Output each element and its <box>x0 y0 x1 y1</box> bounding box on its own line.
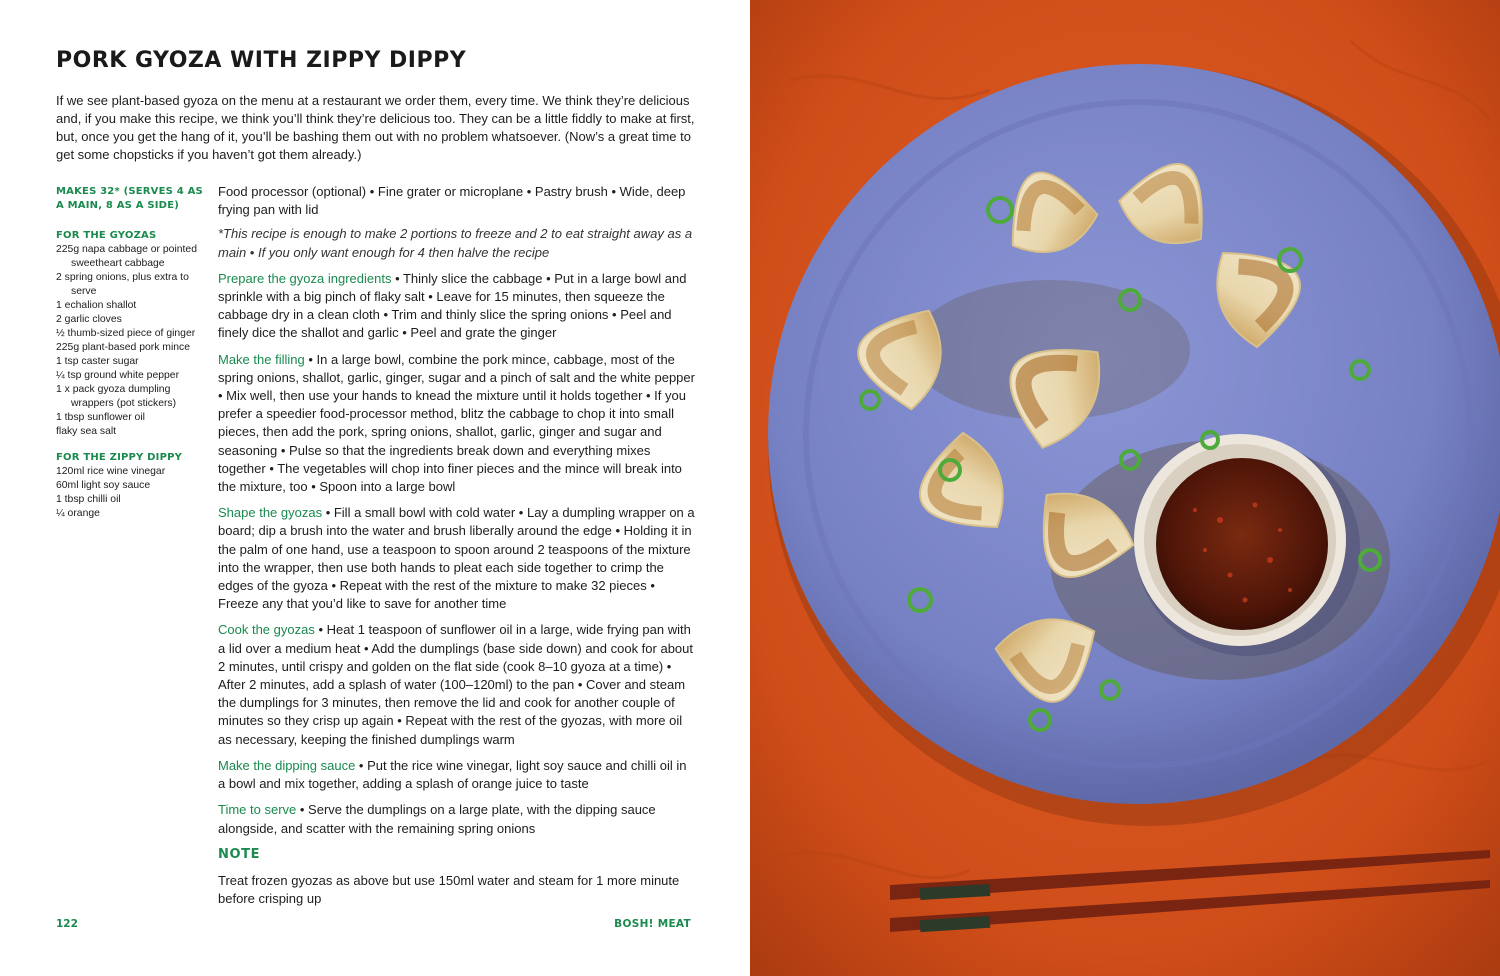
method-step <box>218 621 696 748</box>
step-heading: Cook the gyozas <box>218 622 315 638</box>
ingredient-item: 1 tsp caster sugar <box>56 356 139 367</box>
ingredient-item: 2 spring onions, plus extra to serve <box>56 272 189 297</box>
ingredient-group-heading: FOR THE ZIPPY DIPPY <box>56 452 183 463</box>
method-step <box>218 504 696 613</box>
method-step <box>218 757 696 793</box>
ingredient-item: 225g plant-based pork mince <box>56 342 191 353</box>
ingredient-item: ¼ orange <box>56 508 100 519</box>
food-photo <box>750 0 1500 976</box>
equipment-list: Food processor (optional) • Fine grater or microplane • Pastry brush • Wide, deep frying pan with lid <box>218 184 686 218</box>
note-text: Treat frozen gyozas as above but use 150ml water and steam for 1 more minute before crisping up <box>218 872 680 906</box>
footnote: *This recipe is enough to make 2 portions to freeze and 2 to eat straight away as a main • If you only want enough for 4 then halve the recipe <box>218 226 693 260</box>
step-text: • In a large bowl, combine the pork mince, cabbage, most of the spring onions, shallot, garlic, ginger, sugar and a pinch of salt and the white pepper • Mix well, then use your hands to knead the mixture until it holds together • If you prefer a speedier food-processor method, blitz the cabbage to chop it into small pieces, then add the pork, spring onions, shallot, garlic, ginger and sugar and seasoning • Pulse so that the ingredients break down and everything mixes together • The vegetables will chop into finer pieces and the mince will break into the mixture, too • Spoon into a large bowl <box>218 351 695 495</box>
recipe-title: PORK GYOZA WITH ZIPPY DIPPY <box>56 48 467 73</box>
gyoza-photo-illustration <box>750 0 1500 976</box>
step-text: • Heat 1 teaspoon of sunflower oil in a large, wide frying pan with a lid over a medium heat • Add the dumplings (base side down) and cook for about 2 minutes, until crispy and golden on the flat side (cook 8–10 gyoza at a time) • After 2 minutes, add a splash of water (100–120ml) to the pan • Cover and steam the dumplings for 3 minutes, then remove the lid and cook for another couple of minutes so they crisp up again • Repeat with the rest of the gyozas, with more oil as necessary, keeping the finished dumplings warm <box>218 622 694 747</box>
step-heading: Prepare the gyoza ingredients <box>218 270 392 286</box>
ingredient-item: 1 tbsp sunflower oil <box>56 412 145 423</box>
running-head: BOSH! MEAT <box>614 918 691 930</box>
ingredient-item: ¼ tsp ground white pepper <box>56 370 180 381</box>
ingredient-item: 1 echalion shallot <box>56 300 137 311</box>
method-column <box>218 183 696 916</box>
yield-label: MAKES 32* (SERVES 4 AS A MAIN, 8 AS A SIDE) <box>56 186 203 211</box>
ingredient-item: 225g napa cabbage or pointed sweetheart cabbage <box>56 244 197 269</box>
step-heading: Time to serve <box>218 802 297 818</box>
ingredient-item: ½ thumb-sized piece of ginger <box>56 328 196 339</box>
ingredient-item: 60ml light soy sauce <box>56 480 151 491</box>
step-heading: Make the dipping sauce <box>218 757 356 773</box>
step-text: • Fill a small bowl with cold water • Lay a dumpling wrapper on a board; dip a brush into the water and brush liberally around the edge • Holding it in the palm of one hand, use a teaspoon to spoon around 2 teaspoons of the mixture into the wrapper, then use both hands to pleat each side together to crimp the edges of the gyoza • Repeat with the rest of the mixture to make 32 pieces • Freeze any that you’d like to save for another time <box>218 505 695 612</box>
ingredient-item: 2 garlic cloves <box>56 314 122 325</box>
ingredient-item: 1 tbsp chilli oil <box>56 494 121 505</box>
step-heading: Shape the gyozas <box>218 505 323 521</box>
ingredient-item: 1 x pack gyoza dumpling wrappers (pot stickers) <box>56 384 177 409</box>
ingredients-sidebar <box>56 185 206 533</box>
step-text: • Serve the dumplings on a large plate, with the dipping sauce alongside, and scatter with the remaining spring onions <box>218 802 656 836</box>
ingredient-list-zippy-dippy <box>56 465 206 521</box>
recipe-intro: If we see plant-based gyoza on the menu at a restaurant we order them, every time. We think they’re delicious and, if you make this recipe, we think you’ll think they’re delicious too. They can be a little fiddly to make at first, but, once you get the hang of it, you’ll be bashing them out with no problem whatsoever. (Now’s a great time to get some chopsticks if you haven’t got them already.) <box>56 93 695 162</box>
plate <box>768 64 1500 804</box>
ingredient-item: flaky sea salt <box>56 426 117 437</box>
ingredient-list-gyozas <box>56 243 206 439</box>
method-step <box>218 270 696 343</box>
step-heading: Make the filling <box>218 351 305 367</box>
step-text: • Put the rice wine vinegar, light soy sauce and chilli oil in a bowl and mix together, adding a splash of orange juice to taste <box>218 757 687 792</box>
page-number: 122 <box>56 918 78 930</box>
ingredient-group-heading: FOR THE GYOZAS <box>56 230 157 241</box>
step-text: • Thinly slice the cabbage • Put in a large bowl and sprinkle with a big pinch of flaky salt • Leave for 15 minutes, then squeeze the cabbage dry in a clean cloth • Trim and thinly slice the spring onions • Peel and finely dice the shallot and garlic • Peel and grate the ginger <box>218 270 687 341</box>
dipping-sauce <box>1156 458 1328 630</box>
ingredient-item: 120ml rice wine vinegar <box>56 466 166 477</box>
method-step <box>218 801 696 837</box>
method-step <box>218 351 696 497</box>
note-heading: NOTE <box>218 846 261 862</box>
